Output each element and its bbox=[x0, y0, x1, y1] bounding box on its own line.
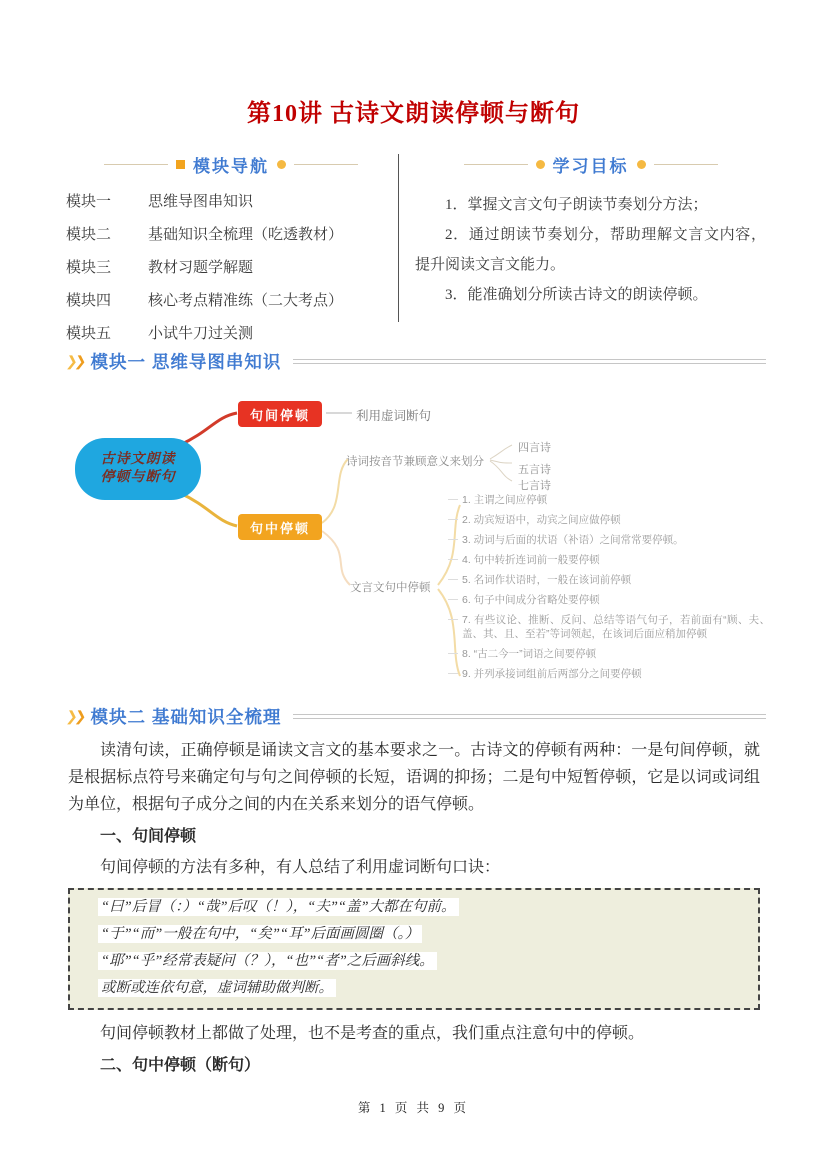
main-content bbox=[68, 737, 760, 1079]
mindmap-node-between-sentence-pause: 句间停顿 bbox=[238, 401, 322, 427]
mindmap-leaf-five-char-poem: 五言诗 bbox=[518, 464, 551, 476]
root-line1: 古诗文朗读 bbox=[100, 452, 176, 467]
nav-item-label: 基础知识全梳理（吃透教材） bbox=[148, 227, 344, 243]
mindmap-leaf-use-function-words: 利用虚词断句 bbox=[356, 409, 432, 423]
mindmap-branch-poem-rule: 诗词按音节兼顾意义来划分 bbox=[346, 456, 484, 468]
mnemonic-text: “曰”后冒（：）“哉”后叹（！），“夫”“盖”大都在句前。 bbox=[98, 898, 459, 916]
nav-item-label: 教材习题学解题 bbox=[148, 260, 254, 276]
mindmap bbox=[60, 393, 780, 695]
nav-item-module3 bbox=[66, 256, 396, 277]
decorative-line bbox=[464, 164, 528, 165]
section-title: 模块一 思维导图串知识 bbox=[90, 352, 282, 372]
page-number: 第 1 页 共 9 页 bbox=[357, 1101, 470, 1115]
nav-item-module5 bbox=[66, 322, 396, 343]
mnemonic-line bbox=[98, 898, 748, 917]
double-chevron-icon: ❯❯ bbox=[64, 708, 85, 725]
mnemonic-line bbox=[98, 952, 748, 971]
nav-item-label: 思维导图串知识 bbox=[148, 194, 254, 210]
paragraph-mnemonic-intro: 句间停顿的方法有多种，有人总结了利用虚词断句口诀： bbox=[100, 859, 501, 876]
module-nav-panel bbox=[66, 152, 396, 355]
mnemonic-line bbox=[98, 979, 748, 998]
nav-item-module1 bbox=[66, 190, 396, 211]
section-rule-line bbox=[293, 359, 766, 364]
header-columns bbox=[66, 152, 766, 355]
module-nav-header bbox=[66, 152, 396, 177]
intro-paragraph: 读清句读，正确停顿是诵读文言文的基本要求之一。古诗文的停顿有两种：一是句间停顿，就是根据标点符号来确定句与句之间停顿的长短，语调的抑扬；二是句中短暂停顿，它是以词或词组为单位，根据句子成分之间的内在关系来划分的语气停顿。 bbox=[68, 742, 760, 813]
root-line2: 停顿与断句 bbox=[100, 470, 176, 485]
nav-item-no: 模块二 bbox=[66, 227, 112, 243]
mnemonic-text: “于”“而”一般在句中，“矣”“耳”后面画圆圈（。） bbox=[98, 925, 422, 943]
learning-goals-header bbox=[415, 152, 766, 177]
mindmap-rule-item: 1. 主谓之间应停顿 bbox=[462, 493, 770, 507]
mindmap-rule-item: 4. 句中转折连词前一般要停顿 bbox=[462, 553, 770, 567]
mindmap-rule-item: 5. 名词作状语时，一般在该词前停顿 bbox=[462, 573, 770, 587]
section-title: 模块二 基础知识全梳理 bbox=[90, 707, 282, 727]
mindmap-leaf-four-char-poem: 四言诗 bbox=[518, 442, 551, 454]
mindmap-rule-item: 8. “古二今一”词语之间要停顿 bbox=[462, 647, 770, 661]
page-title: 第10讲 古诗文朗读停顿与断句 bbox=[247, 101, 580, 127]
mindmap-rule-item: 7. 有些议论、推断、反问、总结等语气句子，若前面有“顾、夫、盖、其、且、至若”等词领起，在该词后面应稍加停顿 bbox=[462, 614, 770, 640]
mindmap-node-within-sentence-pause: 句中停顿 bbox=[238, 514, 322, 540]
orange-dot-icon bbox=[277, 160, 286, 169]
mindmap-rule-item: 3. 动词与后面的状语（补语）之间常常要停顿。 bbox=[462, 533, 770, 547]
nav-item-no: 模块一 bbox=[66, 194, 112, 210]
mindmap-rule-item: 2. 动宾短语中，动宾之间应做停顿 bbox=[462, 513, 770, 527]
nav-item-no: 模块四 bbox=[66, 293, 112, 309]
goal-item: 3．能准确划分所读古诗文的朗读停顿。 bbox=[445, 287, 708, 303]
orange-dot-icon bbox=[536, 160, 545, 169]
mindmap-leaf-seven-char-poem: 七言诗 bbox=[518, 480, 551, 492]
double-chevron-icon: ❯❯ bbox=[64, 353, 85, 370]
mindmap-rule-item: 9. 并列承接词组前后两部分之间要停顿 bbox=[462, 667, 770, 681]
mindmap-root-node bbox=[75, 438, 201, 500]
goal-item: 1．掌握文言文句子朗读节奏划分方法； bbox=[445, 197, 708, 213]
learning-goals-panel bbox=[401, 152, 766, 355]
mnemonic-text: 或断或连依句意，虚词辅助做判断。 bbox=[98, 979, 336, 997]
mnemonic-box bbox=[68, 888, 760, 1010]
column-divider bbox=[398, 154, 399, 322]
heading-between-sentence-pause: 一、句间停顿 bbox=[100, 828, 197, 845]
nav-item-module4 bbox=[66, 289, 396, 310]
nav-item-no: 模块五 bbox=[66, 326, 112, 342]
paragraph-after-box: 句间停顿教材上都做了处理，也不是考查的重点，我们重点注意句中的停顿。 bbox=[100, 1025, 645, 1042]
goal-item: 2．通过朗读节奏划分，帮助理解文言文内容，提升阅读文言文能力。 bbox=[415, 227, 766, 273]
learning-goals-title: 学习目标 bbox=[552, 157, 629, 176]
mindmap-rule-list bbox=[462, 493, 770, 687]
heading-within-sentence-pause: 二、句中停顿（断句） bbox=[100, 1057, 261, 1074]
section-header-module1 bbox=[66, 349, 766, 374]
decorative-line bbox=[654, 164, 718, 165]
mnemonic-line bbox=[98, 925, 748, 944]
module-nav-title: 模块导航 bbox=[193, 157, 269, 176]
decorative-line bbox=[104, 164, 168, 165]
mindmap-rule-item: 6. 句子中间成分省略处要停顿 bbox=[462, 593, 770, 607]
section-rule-line bbox=[293, 714, 766, 719]
nav-item-module2 bbox=[66, 223, 396, 244]
section-header-module2 bbox=[66, 704, 766, 729]
mnemonic-text: “耶”“乎”经常表疑问（？），“也”“者”之后画斜线。 bbox=[98, 952, 437, 970]
nav-item-label: 小试牛刀过关测 bbox=[148, 326, 254, 342]
nav-item-no: 模块三 bbox=[66, 260, 112, 276]
nav-item-label: 核心考点精准练（二大考点） bbox=[148, 293, 344, 309]
mindmap-branch-classical-prose-pause: 文言文句中停顿 bbox=[350, 582, 431, 594]
orange-dot-icon bbox=[637, 160, 646, 169]
orange-square-icon bbox=[176, 160, 185, 169]
decorative-line bbox=[294, 164, 358, 165]
